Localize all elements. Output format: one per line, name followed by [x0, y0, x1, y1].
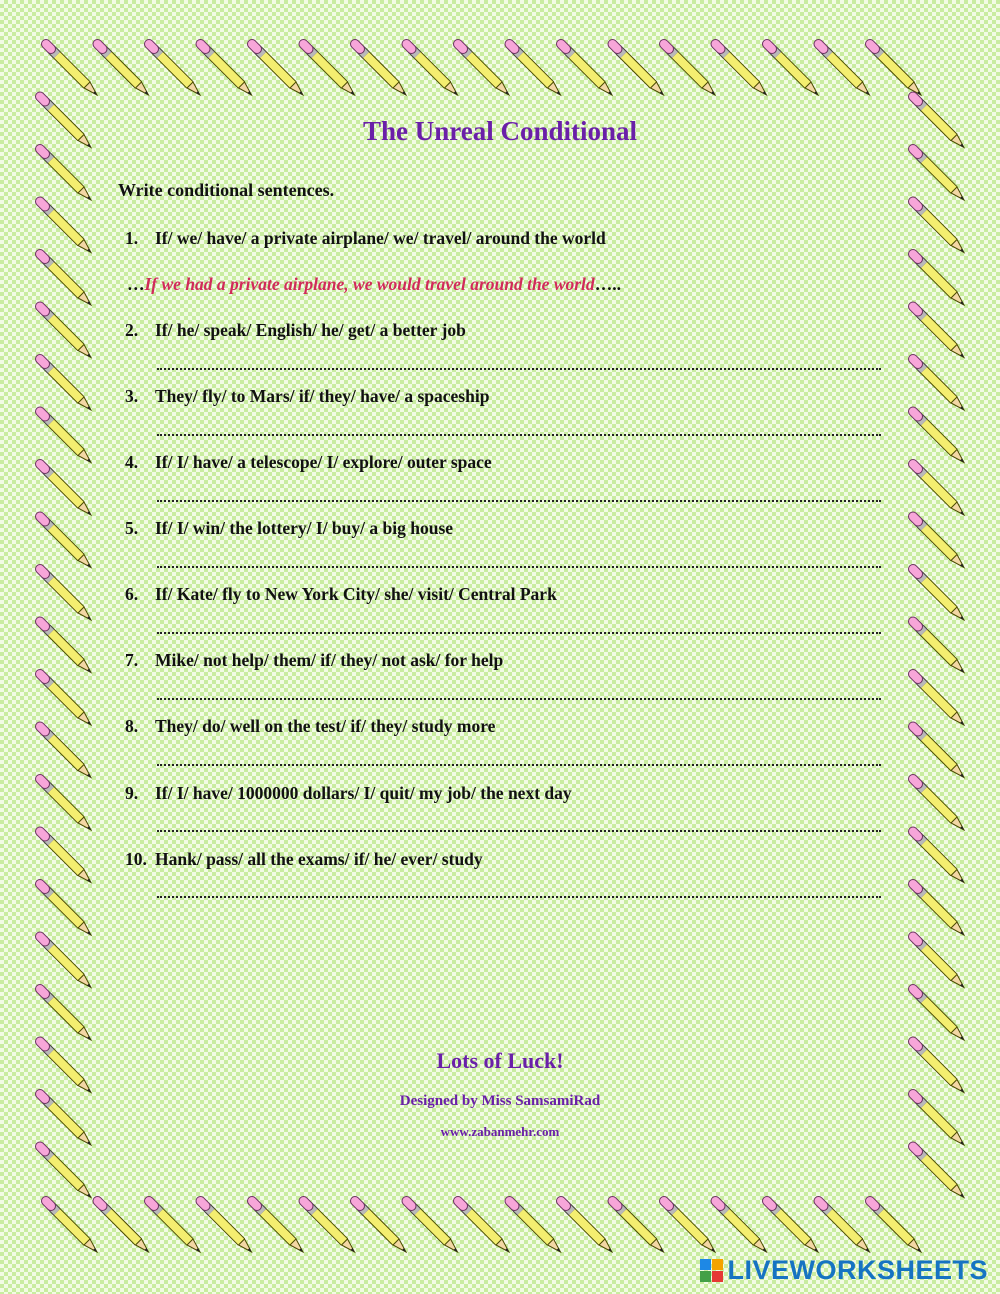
pencil-icon: [40, 359, 91, 410]
pencil-icon: [40, 727, 91, 778]
logo-text: LIVEWORKSHEETS: [727, 1254, 988, 1285]
pencil-icon: [819, 1201, 870, 1252]
pencil-icon: [913, 359, 964, 410]
item-number: 6.: [125, 584, 139, 604]
example-answer-text: If we had a private airplane, we would travel around the world: [144, 274, 595, 294]
logo-squares-icon: [700, 1259, 723, 1282]
pencil-icon: [40, 674, 91, 725]
pencil-icon: [913, 517, 964, 568]
item-number: 10.: [125, 849, 147, 869]
exercise-item-3: [125, 386, 489, 407]
pencil-icon: [561, 1201, 612, 1252]
pencil-icon: [40, 1147, 91, 1198]
pencil-icon: [40, 464, 91, 515]
item-number: 2.: [125, 320, 139, 340]
exercise-item-8: [125, 716, 495, 737]
pencil-icon: [870, 44, 921, 95]
website-link[interactable]: www.zabanmehr.com: [440, 1124, 560, 1139]
pencil-icon: [40, 989, 91, 1040]
exercise-item-1: [125, 228, 606, 249]
answer-line-8[interactable]: [157, 762, 881, 766]
pencil-icon: [252, 44, 303, 95]
pencil-icon: [355, 1201, 406, 1252]
pencil-icon: [913, 727, 964, 778]
answer-line-4[interactable]: [157, 498, 881, 502]
pencil-icon: [913, 254, 964, 305]
item-number: 9.: [125, 783, 139, 803]
page-title: The Unreal Conditional: [362, 116, 638, 146]
exercise-item-10: [125, 849, 483, 870]
item-prompt: Hank/ pass/ all the exams/ if/ he/ ever/ study: [155, 849, 483, 869]
pencil-icon: [40, 569, 91, 620]
item-prompt: If/ Kate/ fly to New York City/ she/ visit/ Central Park: [155, 584, 557, 604]
exercise-item-6: [125, 584, 557, 605]
pencil-icon: [913, 779, 964, 830]
example-answer: …If we had a private airplane, we would travel around the world…..: [127, 274, 621, 294]
item-prompt: Mike/ not help/ them/ if/ they/ not ask/ for help: [155, 650, 504, 670]
pencil-icon: [40, 622, 91, 673]
pencil-icon: [304, 1201, 355, 1252]
pencil-icon: [40, 517, 91, 568]
designer-credit: Designed by Miss SamsamiRad: [399, 1093, 601, 1109]
pencil-icon: [510, 1201, 561, 1252]
pencil-icon: [613, 44, 664, 95]
answer-line-6[interactable]: [157, 630, 881, 634]
pencil-icon: [913, 1147, 964, 1198]
pencil-icon: [304, 44, 355, 95]
answer-line-9[interactable]: [157, 828, 881, 832]
answer-line-7[interactable]: [157, 696, 881, 700]
item-prompt: If/ we/ have/ a private airplane/ we/ travel/ around the world: [155, 228, 606, 248]
pencil-icon: [913, 989, 964, 1040]
item-prompt: They/ fly/ to Mars/ if/ they/ have/ a spaceship: [155, 386, 490, 406]
pencil-icon: [40, 779, 91, 830]
answer-line-2[interactable]: [157, 366, 881, 370]
instruction-text: Write conditional sentences.: [118, 180, 335, 200]
liveworksheets-logo: [700, 1253, 988, 1287]
pencil-icon: [913, 412, 964, 463]
item-number: 1.: [125, 228, 139, 248]
pencil-icon: [870, 1201, 921, 1252]
lots-of-luck-text: Lots of Luck!: [436, 1048, 564, 1073]
pencil-icon: [913, 674, 964, 725]
pencil-icon: [913, 202, 964, 253]
pencil-icon: [40, 307, 91, 358]
pencil-icon: [149, 1201, 200, 1252]
pencil-icon: [40, 937, 91, 988]
pencil-icon: [40, 149, 91, 200]
pencil-icon: [913, 622, 964, 673]
pencil-icon: [664, 1201, 715, 1252]
pencil-icon: [355, 44, 406, 95]
pencil-icon: [561, 44, 612, 95]
exercise-item-9: [125, 783, 572, 804]
pencil-icon: [664, 44, 715, 95]
item-number: 7.: [125, 650, 139, 670]
pencil-icon: [407, 44, 458, 95]
pencil-icon: [98, 1201, 149, 1252]
answer-line-10[interactable]: [157, 894, 881, 898]
item-prompt: If/ he/ speak/ English/ he/ get/ a better job: [155, 320, 466, 340]
pencil-icon: [40, 832, 91, 883]
item-prompt: They/ do/ well on the test/ if/ they/ study more: [155, 716, 496, 736]
pencil-icon: [913, 937, 964, 988]
pencil-icon: [913, 569, 964, 620]
pencil-icon: [913, 832, 964, 883]
item-number: 5.: [125, 518, 139, 538]
exercise-item-4: [125, 452, 492, 473]
pencil-icon: [458, 44, 509, 95]
pencil-icon: [913, 149, 964, 200]
pencil-icon: [613, 1201, 664, 1252]
pencil-icon: [46, 1201, 97, 1252]
pencil-icon: [201, 44, 252, 95]
pencil-icon: [40, 412, 91, 463]
pencil-icon: [40, 884, 91, 935]
pencil-icon: [149, 44, 200, 95]
answer-line-3[interactable]: [157, 432, 881, 436]
pencil-icon: [510, 44, 561, 95]
pencil-icon: [716, 1201, 767, 1252]
item-number: 8.: [125, 716, 139, 736]
pencil-icon: [767, 44, 818, 95]
exercise-item-5: [125, 518, 453, 539]
pencil-icon: [40, 202, 91, 253]
item-prompt: If/ I/ have/ a telescope/ I/ explore/ outer space: [155, 452, 492, 472]
item-number: 4.: [125, 452, 139, 472]
pencil-icon: [252, 1201, 303, 1252]
pencil-icon: [913, 464, 964, 515]
answer-line-5[interactable]: [157, 564, 881, 568]
pencil-icon: [913, 884, 964, 935]
pencil-icon: [201, 1201, 252, 1252]
pencil-icon: [46, 44, 97, 95]
pencil-icon: [716, 44, 767, 95]
item-prompt: If/ I/ win/ the lottery/ I/ buy/ a big house: [155, 518, 454, 538]
pencil-icon: [407, 1201, 458, 1252]
item-prompt: If/ I/ have/ 1000000 dollars/ I/ quit/ my job/ the next day: [155, 783, 572, 803]
pencil-icon: [767, 1201, 818, 1252]
item-number: 3.: [125, 386, 139, 406]
exercise-item-2: [125, 320, 466, 341]
exercise-item-7: [125, 650, 503, 671]
pencil-icon: [913, 307, 964, 358]
pencil-icon: [458, 1201, 509, 1252]
pencil-icon: [40, 254, 91, 305]
pencil-icon: [98, 44, 149, 95]
pencil-icon: [819, 44, 870, 95]
